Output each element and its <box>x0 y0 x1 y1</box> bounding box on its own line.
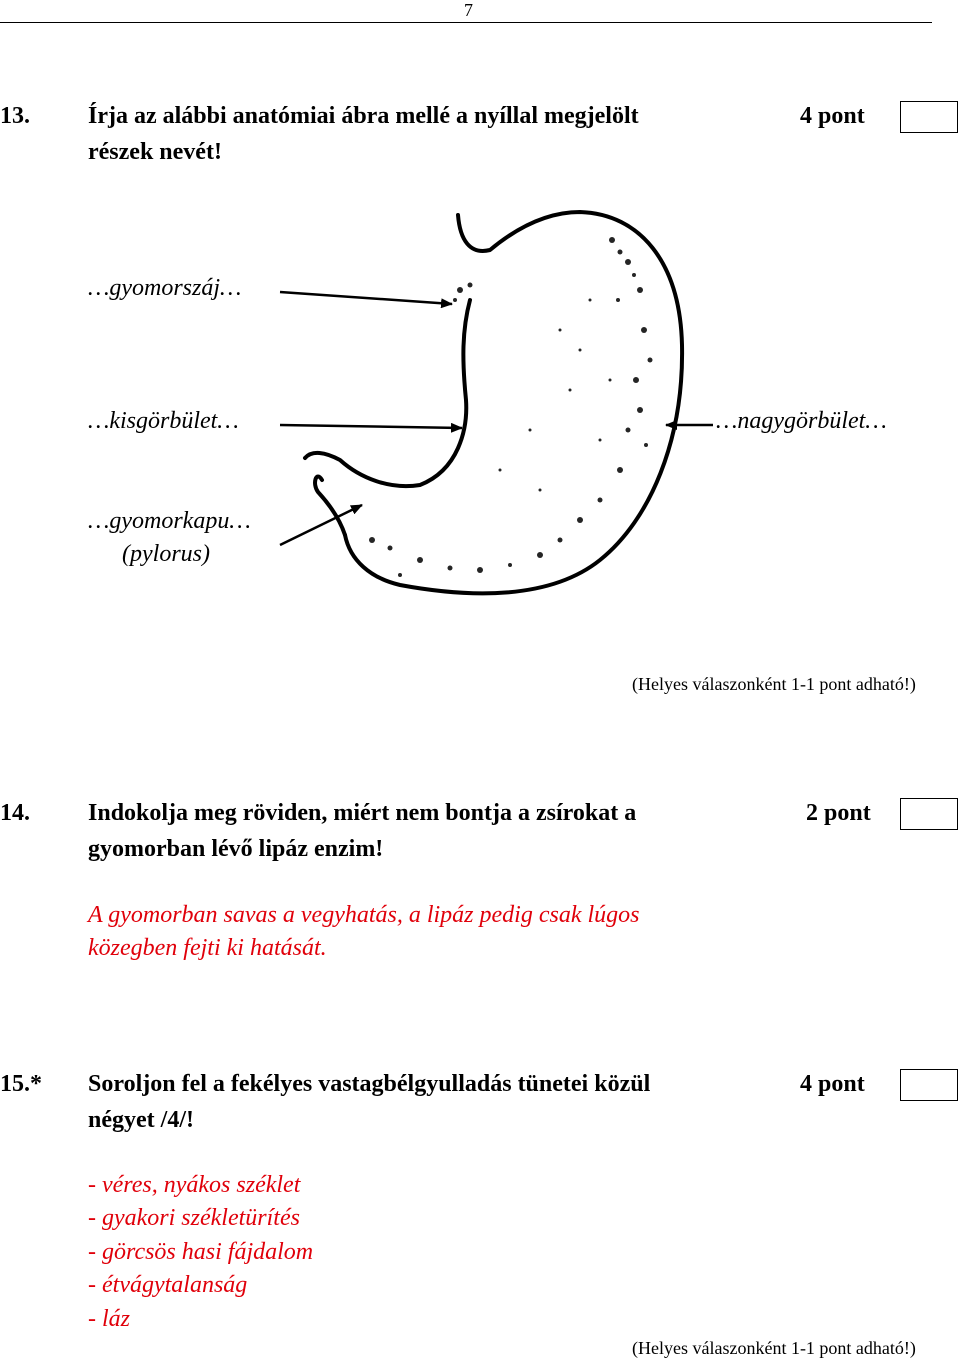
q15-note: (Helyes válaszonként 1-1 pont adható!) <box>632 1338 916 1358</box>
q13-note: (Helyes válaszonként 1-1 pont adható!) <box>632 674 916 694</box>
q14-points: 2 pont <box>806 800 871 826</box>
label-cardia: …gyomorszáj… <box>88 275 242 301</box>
label-lesser-curvature: …kisgörbület… <box>88 408 239 434</box>
stomach-outline <box>305 212 682 593</box>
arrow-lesser-curvature <box>280 425 462 428</box>
q14-answer-line1: A gyomorban savas a vegyhatás, a lipáz pedig csak lúgos <box>88 902 640 928</box>
q13-text-line1: Írja az alábbi anatómiai ábra mellé a nyíllal megjelölt <box>88 103 639 129</box>
stomach-stipple <box>369 237 653 577</box>
q13-points: 4 pont <box>800 103 865 129</box>
q15-text-line1: Soroljon fel a fekélyes vastagbélgyulladás tünetei közül <box>88 1071 651 1097</box>
q15-answer-item: - gyakori székletürítés <box>88 1205 300 1231</box>
arrow-pylorus <box>280 505 362 545</box>
q15-score-box[interactable] <box>900 1069 958 1101</box>
q14-number: 14. <box>0 800 30 826</box>
q14-text-line1: Indokolja meg röviden, miért nem bontja a zsírokat a <box>88 800 637 826</box>
label-greater-curvature: …nagygörbület… <box>716 408 887 434</box>
label-pylorus-sub: (pylorus) <box>122 541 210 567</box>
q14-text-line2: gyomorban lévő lipáz enzim! <box>88 836 384 862</box>
q15-points: 4 pont <box>800 1071 865 1097</box>
label-pylorus: …gyomorkapu… <box>88 508 251 534</box>
q15-number: 15.* <box>0 1071 42 1097</box>
q15-answer-item: - véres, nyákos széklet <box>88 1172 301 1198</box>
q15-answer-item: - láz <box>88 1306 130 1332</box>
q14-score-box[interactable] <box>900 798 958 830</box>
q15-answer-item: - étvágytalanság <box>88 1272 248 1298</box>
page-number: 7 <box>464 0 473 20</box>
q13-number: 13. <box>0 103 30 129</box>
q15-text-line2: négyet /4/! <box>88 1107 194 1133</box>
q15-answer-item: - görcsös hasi fájdalom <box>88 1239 314 1265</box>
q13-text-line2: részek nevét! <box>88 139 222 165</box>
arrow-cardia <box>280 292 452 304</box>
q14-answer-line2: közegben fejti ki hatását. <box>88 935 327 961</box>
